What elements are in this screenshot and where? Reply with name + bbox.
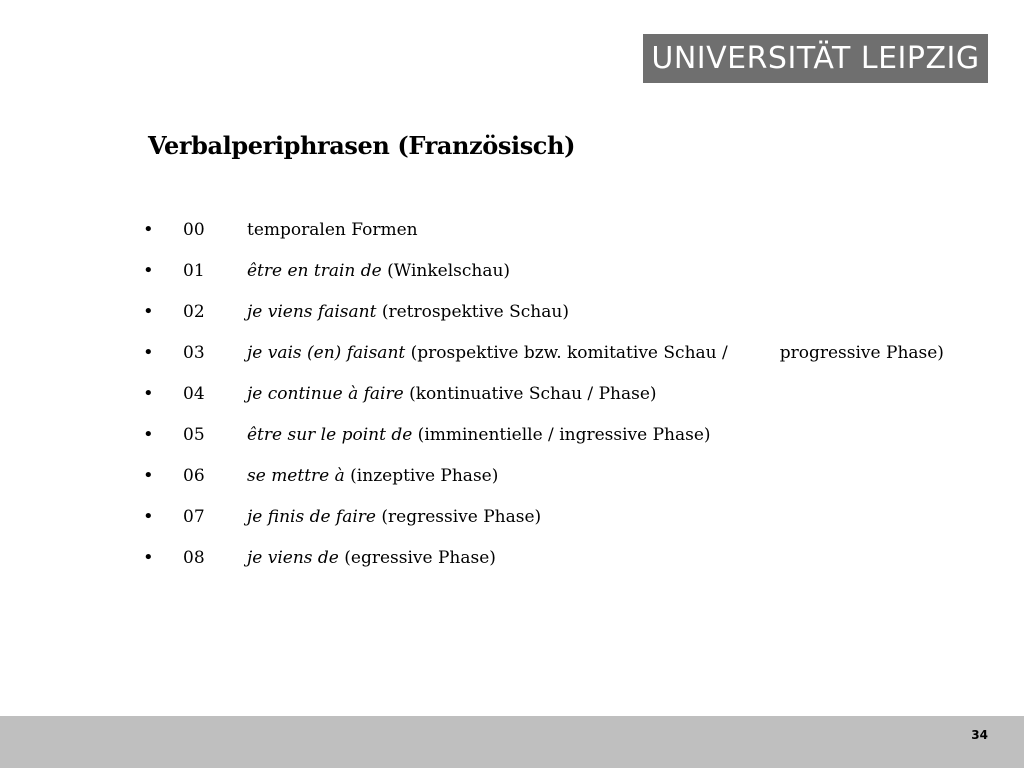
list-item <box>143 376 944 417</box>
list-item <box>143 458 944 499</box>
university-logo: UNIVERSITÄT LEIPZIG <box>643 34 988 83</box>
bullet-icon: • <box>143 342 154 363</box>
list-item <box>143 253 944 294</box>
item-term: se mettre à <box>247 466 345 486</box>
item-note: (retrospektive Schau) <box>376 302 569 322</box>
item-term: je continue à faire <box>247 384 404 404</box>
item-term: je viens de <box>247 548 339 568</box>
list-item <box>143 335 944 376</box>
list-item <box>143 212 944 253</box>
item-number: 06 <box>183 466 205 486</box>
item-number: 08 <box>183 548 205 568</box>
item-term: je vais (en) faisant <box>247 343 406 363</box>
item-note: (inzeptive Phase) <box>344 466 499 486</box>
item-number: 05 <box>183 425 205 445</box>
bullet-icon: • <box>143 219 154 240</box>
item-note: (egressive Phase) <box>338 548 496 568</box>
item-note: (Winkelschau) <box>381 261 511 281</box>
list-item <box>143 294 944 335</box>
item-note: temporalen Formen <box>247 220 418 240</box>
slide-title: Verbalperiphrasen (Französisch) <box>148 131 576 160</box>
item-number: 07 <box>183 507 205 527</box>
bullet-icon: • <box>143 465 154 486</box>
item-number: 04 <box>183 384 205 404</box>
item-note-tail: progressive Phase) <box>779 343 944 363</box>
bullet-icon: • <box>143 424 154 445</box>
item-note: (kontinuative Schau / Phase) <box>403 384 657 404</box>
item-number: 02 <box>183 302 205 322</box>
list-item <box>143 417 944 458</box>
bullet-list <box>143 212 944 581</box>
item-term: je finis de faire <box>247 507 376 527</box>
bullet-icon: • <box>143 301 154 322</box>
item-number: 03 <box>183 343 205 363</box>
item-term: je viens faisant <box>247 302 377 322</box>
page-number: 34 <box>971 728 988 742</box>
bullet-icon: • <box>143 383 154 404</box>
item-note: (prospektive bzw. komitative Schau / <box>405 343 728 363</box>
item-note: (regressive Phase) <box>376 507 542 527</box>
footer-bar <box>0 716 1024 768</box>
item-number: 00 <box>183 220 205 240</box>
item-term: être en train de <box>247 261 382 281</box>
bullet-icon: • <box>143 547 154 568</box>
list-item <box>143 499 944 540</box>
item-note: (imminentielle / ingressive Phase) <box>412 425 711 445</box>
bullet-icon: • <box>143 506 154 527</box>
bullet-icon: • <box>143 260 154 281</box>
item-number: 01 <box>183 261 205 281</box>
item-term: être sur le point de <box>247 425 413 445</box>
list-item <box>143 540 944 581</box>
